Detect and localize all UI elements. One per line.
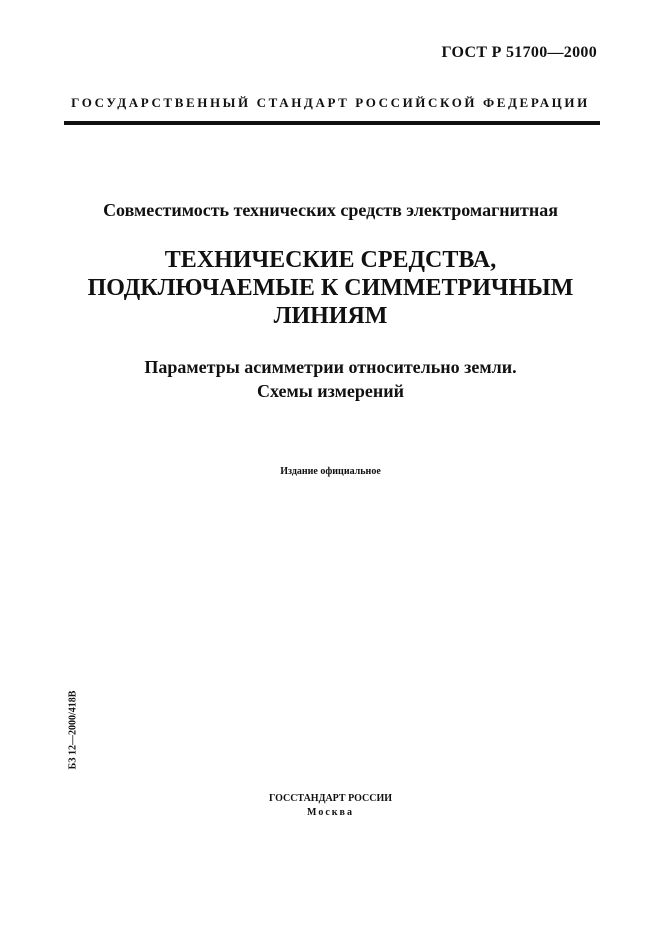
- sub-title: [0, 355, 661, 403]
- standard-number: ГОСТ Р 51700—2000: [441, 44, 597, 61]
- header-title: ГОСУДАРСТВЕННЫЙ СТАНДАРТ РОССИЙСКОЙ ФЕДЕРАЦИИ: [71, 95, 590, 110]
- main-title-line-3: ЛИНИЯМ: [273, 303, 388, 329]
- publisher-city: Москва: [307, 807, 354, 818]
- main-title: [0, 246, 661, 330]
- header-rule: [64, 121, 600, 125]
- subject-title: Совместимость технических средств электромагнитная: [103, 200, 558, 220]
- side-code: БЗ 12—2000/418В: [67, 690, 79, 770]
- sub-title-line-2: Схемы измерений: [256, 381, 405, 401]
- main-title-line-1: ТЕХНИЧЕСКИЕ СРЕДСТВА,: [164, 247, 497, 273]
- edition-label: Издание официальное: [280, 466, 381, 477]
- publisher-block: [0, 792, 661, 820]
- sub-title-line-1: Параметры асимметрии относительно земли.: [144, 357, 517, 377]
- main-title-line-2: ПОДКЛЮЧАЕМЫЕ К СИММЕТРИЧНЫМ: [87, 275, 574, 301]
- publisher-name: ГОССТАНДАРТ РОССИИ: [268, 793, 393, 804]
